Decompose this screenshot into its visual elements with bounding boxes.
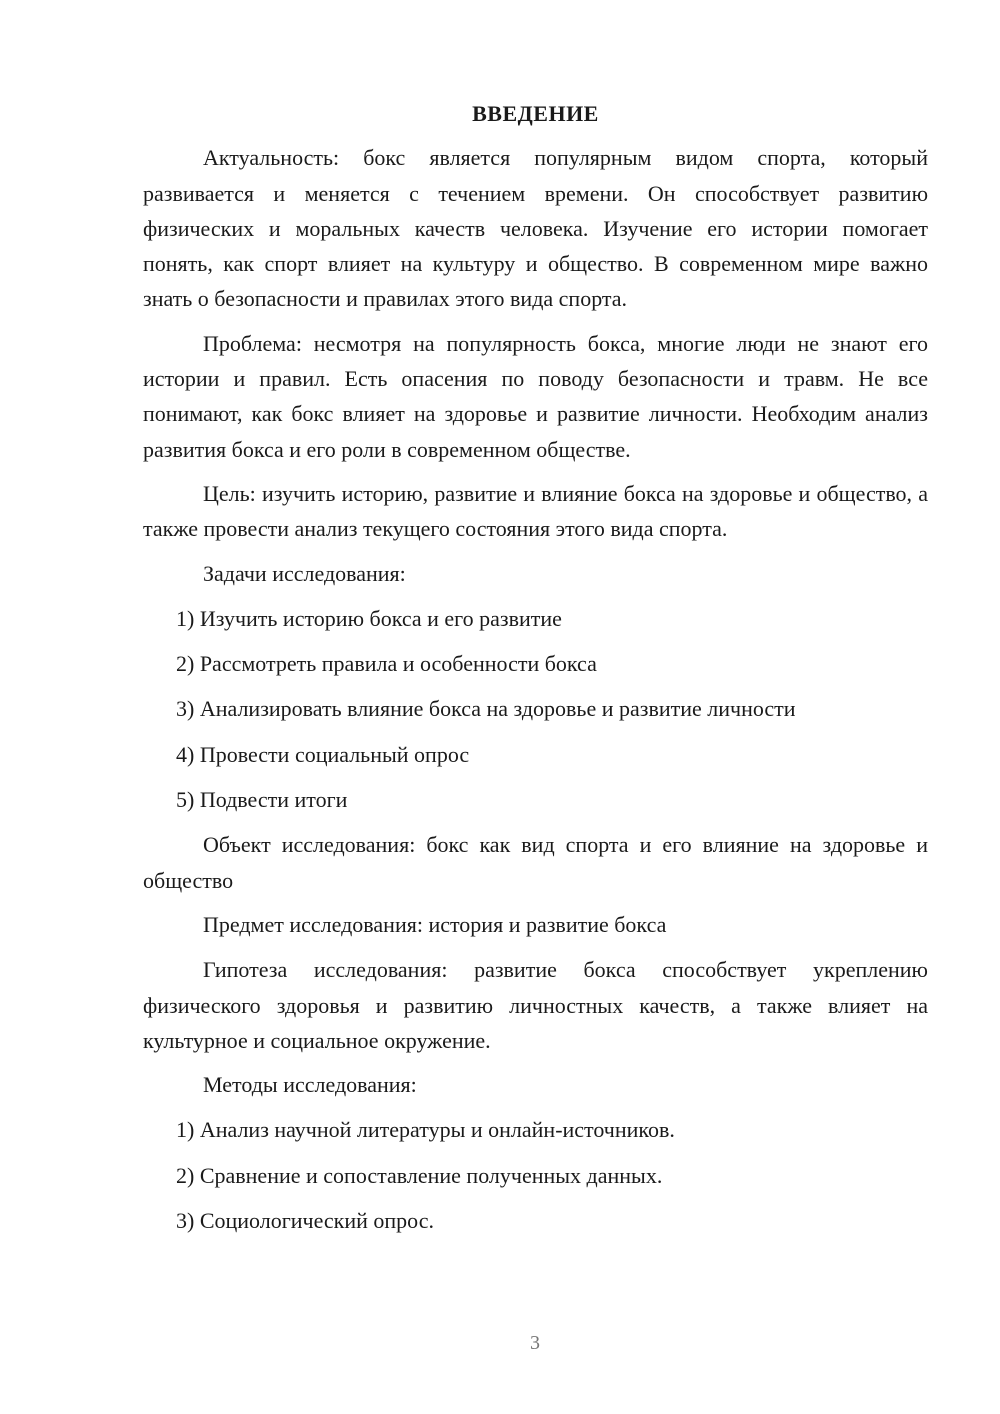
problem-paragraph: Проблема: несмотря на популярность бокса, многие люди не знают его истории и правил. Есть опасения по поводу безопасности и травм. Не все понимают, как бокс влияет на здоровье и развитие личности. Необходим анализ развития бокса и его роли в современном обществе. — [143, 330, 928, 462]
method-item: 2) Сравнение и сопоставление полученных данных. — [176, 1162, 663, 1188]
tasks-heading: Задачи исследования: — [203, 560, 406, 586]
methods-heading: Методы исследования: — [203, 1072, 417, 1098]
task-item: 4) Провести социальный опрос — [176, 741, 470, 767]
subject-line: Предмет исследования: история и развитие бокса — [203, 911, 667, 937]
method-item: 1) Анализ научной литературы и онлайн-источников. — [176, 1117, 675, 1143]
task-item: 1) Изучить историю бокса и его развитие — [176, 605, 562, 631]
task-item: 2) Рассмотреть правила и особенности бокса — [176, 651, 597, 677]
page-title: ВВЕДЕНИЕ — [472, 101, 599, 126]
task-item: 5) Подвести итоги — [176, 787, 348, 813]
goal-paragraph: Цель: изучить историю, развитие и влияние бокса на здоровье и общество, а также провести анализ текущего состояния этого вида спорта. — [143, 480, 928, 542]
page-number: 3 — [530, 1332, 540, 1354]
relevance-paragraph: Актуальность: бокс является популярным видом спорта, который развивается и меняется с течением времени. Он способствует развитию физических и моральных качеств человека. Изучение его истории помогает понять, как спорт влияет на культуру и общество. В современном мире важно знать о безопасности и правилах этого вида спорта. — [143, 145, 928, 312]
hypothesis-paragraph: Гипотеза исследования: развитие бокса способствует укреплению физического здоровья и развитию личностных качеств, а также влияет на культурное и социальное окружение. — [143, 957, 928, 1053]
document-page — [143, 96, 928, 1248]
method-item: 3) Социологический опрос. — [176, 1208, 434, 1234]
task-item: 3) Анализировать влияние бокса на здоровье и развитие личности — [176, 696, 796, 722]
object-paragraph: Объект исследования: бокс как вид спорта и его влияние на здоровье и общество — [143, 832, 928, 893]
